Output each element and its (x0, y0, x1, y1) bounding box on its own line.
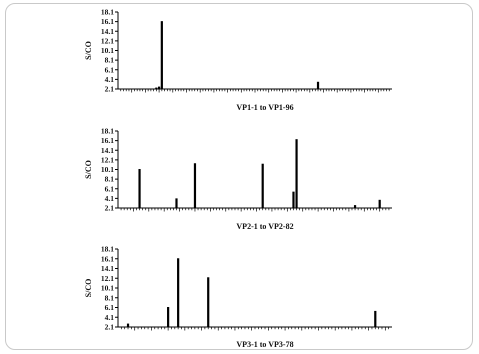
y-tick-label: 8.1 (104, 293, 114, 303)
y-tick-label: 8.1 (104, 174, 114, 184)
y-tick-label: 16.1 (100, 136, 114, 146)
y-axis-label: S/CO (84, 41, 93, 60)
y-tick-label: 6.1 (104, 303, 114, 313)
bar (177, 258, 179, 327)
bar (207, 277, 209, 327)
y-tick-label: 18.1 (100, 7, 114, 17)
y-tick-label: 14.1 (100, 264, 114, 274)
y-axis-label: S/CO (84, 160, 93, 179)
y-tick-label: 4.1 (104, 74, 114, 84)
y-tick-label: 10.1 (100, 283, 114, 293)
bar (138, 169, 140, 208)
bar (354, 205, 356, 208)
x-axis-label: VP3-1 to VP3-78 (236, 340, 294, 349)
y-tick-label: 6.1 (104, 65, 114, 75)
x-axis-label: VP1-1 to VP1-96 (236, 103, 294, 112)
y-tick-label: 16.1 (100, 17, 114, 27)
y-tick-label: 10.1 (100, 165, 114, 175)
y-tick-label: 8.1 (104, 55, 114, 65)
y-tick-label: 4.1 (104, 193, 114, 203)
y-tick-label: 10.1 (100, 46, 114, 56)
y-tick-label: 14.1 (100, 26, 114, 36)
y-tick-label: 4.1 (104, 312, 114, 322)
bar (158, 87, 160, 89)
y-axis-label: S/CO (84, 278, 93, 298)
y-tick-label: 2.1 (104, 322, 114, 332)
bar (292, 192, 294, 208)
y-tick-label: 16.1 (100, 254, 114, 264)
y-tick-label: 2.1 (104, 203, 114, 213)
bar (295, 139, 297, 208)
y-tick-label: 2.1 (104, 84, 114, 94)
bar (194, 163, 196, 208)
y-tick-label: 6.1 (104, 184, 114, 194)
bar (379, 200, 381, 208)
bar (317, 82, 319, 89)
y-tick-label: 18.1 (100, 244, 114, 254)
y-tick-label: 14.1 (100, 145, 114, 155)
bar (155, 88, 157, 89)
bar (175, 198, 177, 208)
y-tick-label: 18.1 (100, 126, 114, 136)
y-tick-label: 12.1 (100, 273, 114, 283)
bar (167, 307, 169, 327)
bar (262, 164, 264, 208)
bar (127, 324, 129, 327)
x-axis-label: VP2-1 to VP2-82 (236, 222, 294, 231)
y-tick-label: 12.1 (100, 155, 114, 165)
bar (374, 311, 376, 327)
y-tick-label: 12.1 (100, 36, 114, 46)
bar (161, 21, 163, 89)
